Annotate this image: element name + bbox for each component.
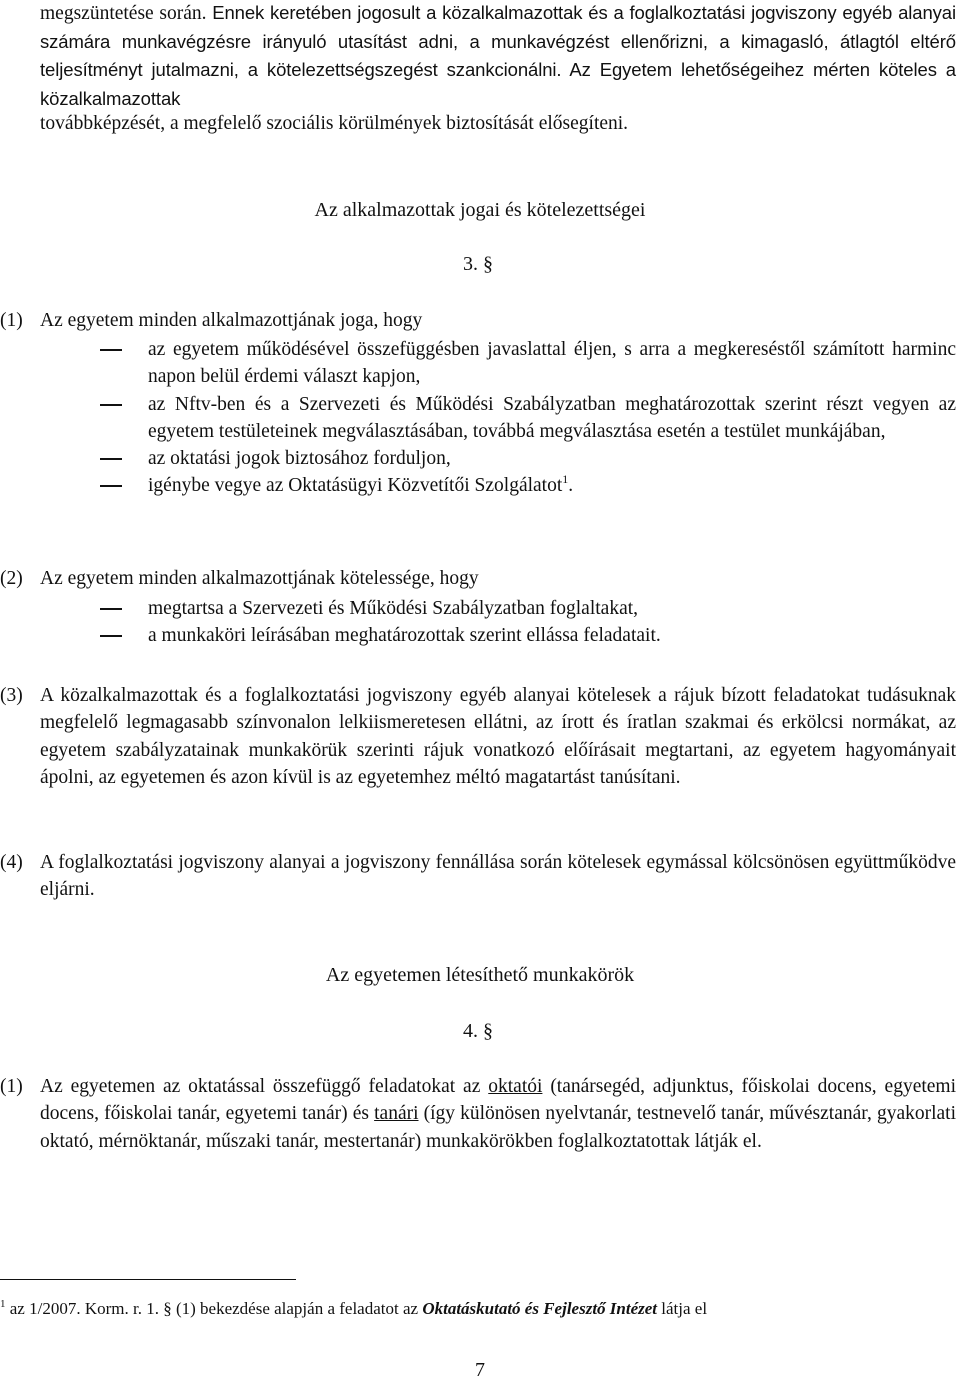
intro-last-line-text: továbbképzését, a megfelelő szociális körülmények biztosítását elősegíteni. [40,113,629,134]
section-3-paragraph-1 [0,307,956,334]
dash-bullet [100,485,122,487]
paragraph-text-part: Az egyetemen az oktatással összefüggő feladatokat az [40,1076,481,1097]
dash-bullet [100,349,122,351]
list-item-text: az oktatási jogok biztosához forduljon, [148,448,451,470]
paragraph-text-part: (tanársegéd, adjunktus, főiskolai docens, egyetemi docens, főiskolai tanár, egyetemi tanár) és [40,1076,957,1125]
list-item-text: az Nftv-ben és a Szervezeti és Működési Szabályzatban meghatározottak szerint részt vegyen az egyetem testületeinek megválasztásában, továbbá megválasztása esetén a testület munkájában, [148,393,956,442]
paragraph-number: (3) [0,685,23,706]
list-item-text: a munkaköri leírásában meghatározottak szerint ellássa feladatait. [148,625,661,647]
section-3-paragraph-4 [0,849,956,904]
paragraph-text-part: (így különösen nyelvtanár, testnevelő tanár, művésztanár, gyakorlati oktató, mérnöktanár, műszaki tanár, mestertanár) munkakörökben foglalkoztatottak látják el. [40,1103,957,1152]
footnote-reference[interactable]: 1 [562,472,569,487]
dash-bullet [100,404,122,406]
list-item [0,391,956,446]
paragraph-text: A foglalkoztatási jogviszony alanyai a jogviszony fennállása során kötelesek egymással kölcsönösen együttműködve eljárni. [40,852,956,901]
underlined-term-oktatoi: oktatói [488,1076,543,1097]
footnote-emphasis: Oktatáskutató és Fejlesztő Intézet [422,1299,658,1318]
paragraph-number: (1) [0,310,23,331]
section-4-heading: Az egyetemen létesíthető munkakörök [325,964,635,986]
paragraph-number: (2) [0,568,23,589]
paragraph-number: (1) [0,1076,23,1097]
list-item [0,445,956,472]
footnote [0,1292,956,1321]
underlined-term-tanari: tanári [374,1103,419,1125]
list-item [0,622,956,649]
paragraph-lead: Az egyetem minden alkalmazottjának kötelessége, hogy [40,568,479,589]
paragraph-lead: Az egyetem minden alkalmazottjának joga, hogy [40,310,423,331]
list-item-text: igénybe vegye az Oktatásügyi Közvetítői Szolgálatot [148,475,563,497]
dash-bullet [100,458,122,460]
intro-text-serif: megszüntetése során. [40,3,207,24]
section-4-paragraph-1 [0,1073,956,1155]
section-3-rights-list [0,336,956,500]
list-item [0,595,956,622]
dash-bullet [100,608,122,610]
list-item [0,336,956,391]
footnote-marker: 1 [0,1298,6,1310]
intro-paragraph [40,0,956,113]
section-3-paragraph-3 [0,682,956,791]
paragraph-text: A közalkalmazottak és a foglalkoztatási jogviszony egyéb alanyai kötelesek a rájuk bízott feladatokat tudásuknak megfelelő legmagasabb színvonalon lelkiismeretesen ellátni, az írott és íratlan szakmai és erkölcsi normákat, az egyetem szabályzatainak munkakörük szerinti rájuk vonatkozó előírásait megtartani, az egyetem hagyományait ápolni, az egyetemen és azon kívül is az egyetemhez méltó magatartást tanúsítani. [40,685,956,788]
page-number: 7 [475,1359,485,1381]
paragraph-number: (4) [0,852,23,873]
list-item [0,472,956,499]
section-3-heading: Az alkalmazottak jogai és kötelezettségei [314,199,646,221]
paragraph-text [40,1073,956,1155]
footnote-text-end: látja el [661,1299,708,1318]
section-3-paragraph-2 [0,565,956,592]
section-4-number: 4. § [463,1020,493,1042]
footnote-text: az 1/2007. Korm. r. 1. § (1) bekezdése alapján a feladatot az [9,1299,419,1318]
list-item-end: . [568,475,574,497]
footnote-separator [0,1279,296,1280]
dash-bullet [100,635,122,637]
intro-last-line [40,110,956,138]
list-item-text: megtartsa a Szervezeti és Működési Szabályzatban foglaltakat, [148,598,639,619]
list-item-text: az egyetem működésével összefüggésben javaslattal éljen, s arra a megkereséstől számított harminc napon belül érdemi választ kapjon, [148,339,956,388]
section-3-duties-list [0,595,956,650]
section-3-number: 3. § [463,253,493,275]
intro-text-sans: Ennek keretében jogosult a közalkalmazottak és a foglalkoztatási jogviszony egyéb alanyai számára munkavégzésre irányuló utasítást adni, a munkavégzést ellenőrizni, a kimagasló, átlagtól eltérő teljesítményt jutalmazni, a kötelezettségszegést szankcionálni. Az Egyetem lehetőségeihez mérten köteles a közalkalmazottak [40,2,957,109]
